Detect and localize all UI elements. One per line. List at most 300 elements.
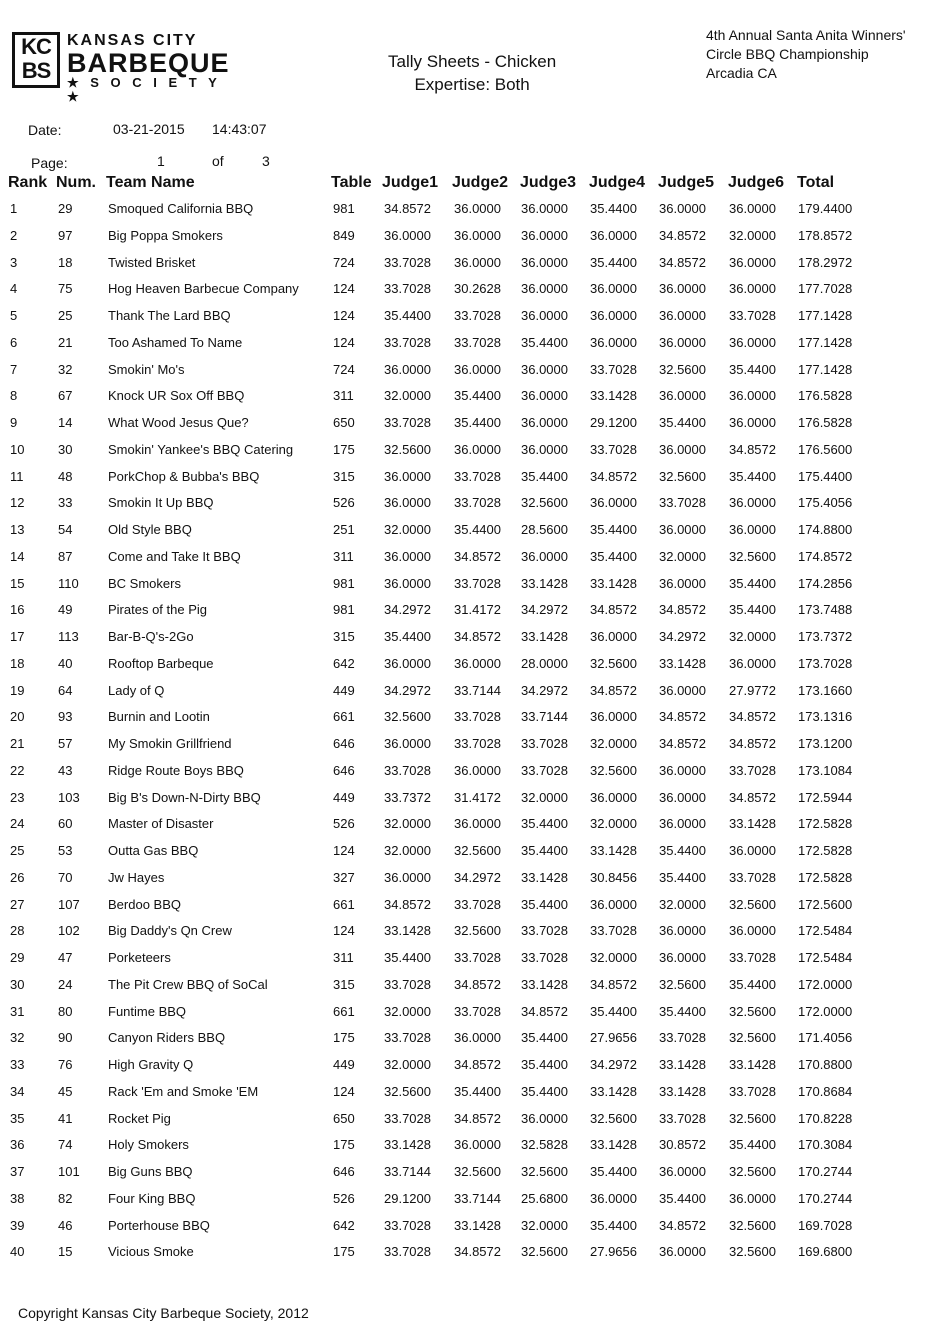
table-row (0, 972, 950, 999)
num-cell: 110 (58, 575, 79, 591)
judge4-cell: 33.7028 (590, 441, 637, 457)
judge3-cell: 35.4400 (521, 843, 568, 858)
results-table (0, 196, 950, 1266)
judge6-cell: 36.0000 (729, 388, 776, 404)
judge5-cell: 33.1428 (659, 1057, 706, 1072)
table-row (0, 357, 950, 384)
judge3-cell: 35.4400 (521, 1057, 568, 1072)
col-judge5: Judge5 (658, 174, 715, 191)
num-cell: 33 (58, 495, 73, 511)
total-cell: 169.7028 (798, 1217, 853, 1233)
table-cell: 646 (333, 736, 355, 751)
rank-cell: 6 (10, 334, 18, 350)
num-cell: 30 (58, 441, 73, 457)
judge6-cell: 33.1428 (729, 1057, 776, 1072)
team-name-cell: Twisted Brisket (108, 254, 196, 270)
rank-cell: 8 (10, 388, 18, 404)
judge6-cell: 32.5600 (729, 1217, 776, 1233)
num-cell: 57 (58, 736, 73, 751)
judge1-cell: 32.0000 (384, 1057, 431, 1072)
judge4-cell: 36.0000 (590, 896, 637, 912)
judge3-cell: 32.5600 (521, 495, 568, 511)
table-cell: 724 (333, 254, 355, 270)
total-cell: 171.4056 (798, 1030, 853, 1046)
table-row (0, 571, 950, 598)
rank-cell: 40 (10, 1244, 25, 1260)
judge3-cell: 34.8572 (521, 1003, 568, 1019)
judge6-cell: 34.8572 (729, 441, 776, 457)
table-row (0, 758, 950, 785)
rank-cell: 33 (10, 1057, 25, 1072)
rank-cell: 9 (10, 415, 18, 430)
total-cell: 174.8572 (798, 548, 853, 564)
judge5-cell: 32.5600 (659, 468, 706, 484)
total-cell: 173.1316 (798, 709, 853, 725)
judge2-cell: 33.7028 (454, 950, 501, 965)
judge6-cell: 34.8572 (729, 709, 776, 725)
logo-line3: ★ S O C I E T Y ★ (67, 75, 221, 104)
judge4-cell: 33.7028 (590, 361, 637, 377)
event-info (706, 26, 906, 83)
judge1-cell: 32.0000 (384, 816, 431, 832)
total-cell: 175.4056 (798, 495, 853, 511)
kcbs-logo-mark (12, 32, 60, 88)
judge6-cell: 33.1428 (729, 816, 776, 832)
judge2-cell: 33.7028 (454, 334, 501, 350)
team-name-cell: My Smokin Grillfriend (108, 736, 232, 751)
total-cell: 177.7028 (798, 281, 853, 297)
table-row (0, 544, 950, 571)
rank-cell: 21 (10, 736, 25, 751)
rank-cell: 35 (10, 1110, 25, 1126)
col-total: Total (797, 174, 835, 191)
judge2-cell: 33.7028 (454, 896, 501, 912)
rank-cell: 16 (10, 602, 25, 618)
team-name-cell: Thank The Lard BBQ (108, 308, 231, 323)
total-cell: 170.3084 (798, 1137, 853, 1153)
judge4-cell: 32.0000 (590, 950, 637, 965)
judge5-cell: 36.0000 (659, 575, 706, 591)
judge1-cell: 33.7028 (384, 976, 431, 992)
table-row (0, 678, 950, 705)
total-cell: 170.2744 (798, 1164, 853, 1179)
num-cell: 80 (58, 1003, 73, 1019)
judge1-cell: 32.5600 (384, 1083, 431, 1099)
num-cell: 15 (58, 1244, 73, 1260)
num-cell: 47 (58, 950, 73, 965)
table-row (0, 918, 950, 945)
total-cell: 177.1428 (798, 334, 853, 350)
total-cell: 172.5944 (798, 789, 853, 805)
judge6-cell: 36.0000 (729, 201, 776, 216)
table-row (0, 330, 950, 357)
table-row (0, 437, 950, 464)
num-cell: 29 (58, 201, 73, 216)
judge3-cell: 36.0000 (521, 1110, 568, 1126)
col-judge1: Judge1 (382, 174, 439, 191)
judge3-cell: 35.4400 (521, 1083, 568, 1099)
table-row (0, 464, 950, 491)
team-name-cell: Berdoo BBQ (108, 896, 181, 912)
rank-cell: 10 (10, 441, 25, 457)
table-row (0, 410, 950, 437)
judge3-cell: 33.7028 (521, 950, 568, 965)
judge3-cell: 36.0000 (521, 281, 568, 297)
table-header (0, 174, 950, 196)
judge3-cell: 36.0000 (521, 548, 568, 564)
judge3-cell: 36.0000 (521, 227, 568, 243)
col-rank: Rank (8, 174, 48, 191)
judge2-cell: 33.7144 (454, 1190, 501, 1206)
num-cell: 90 (58, 1030, 73, 1046)
team-name-cell: Rack 'Em and Smoke 'EM (108, 1083, 259, 1099)
judge2-cell: 36.0000 (454, 201, 501, 216)
team-name-cell: What Wood Jesus Que? (108, 415, 249, 430)
total-cell: 172.5828 (798, 816, 853, 832)
date-value: 03-21-2015 (113, 121, 185, 137)
judge2-cell: 34.8572 (454, 976, 501, 992)
judge6-cell: 32.5600 (729, 1244, 776, 1260)
judge1-cell: 33.7028 (384, 254, 431, 270)
rank-cell: 11 (10, 468, 24, 484)
judge3-cell: 36.0000 (521, 308, 568, 323)
judge3-cell: 35.4400 (521, 334, 568, 350)
judge2-cell: 33.7028 (454, 736, 501, 751)
table-cell: 661 (333, 709, 355, 725)
judge6-cell: 36.0000 (729, 655, 776, 671)
judge4-cell: 35.4400 (590, 1164, 637, 1179)
report-title-block (388, 50, 556, 96)
table-row (0, 651, 950, 678)
judge5-cell: 34.8572 (659, 227, 706, 243)
judge3-cell: 32.5828 (521, 1137, 568, 1153)
judge3-cell: 35.4400 (521, 896, 568, 912)
num-cell: 18 (58, 254, 73, 270)
table-cell: 642 (333, 655, 355, 671)
judge3-cell: 34.2972 (521, 682, 568, 698)
num-cell: 46 (58, 1217, 73, 1233)
judge4-cell: 35.4400 (590, 254, 637, 270)
judge2-cell: 31.4172 (454, 789, 501, 805)
judge1-cell: 34.8572 (384, 201, 431, 216)
team-name-cell: BC Smokers (108, 575, 181, 591)
judge5-cell: 36.0000 (659, 923, 706, 939)
total-cell: 178.8572 (798, 227, 853, 243)
judge2-cell: 33.7028 (454, 468, 501, 484)
table-row (0, 517, 950, 544)
rank-cell: 38 (10, 1190, 25, 1206)
judge1-cell: 33.7028 (384, 281, 431, 297)
table-row (0, 1186, 950, 1213)
judge5-cell: 36.0000 (659, 308, 706, 323)
judge6-cell: 34.8572 (729, 789, 776, 805)
total-cell: 172.5600 (798, 896, 853, 912)
judge5-cell: 34.8572 (659, 602, 706, 618)
num-cell: 97 (58, 227, 73, 243)
table-cell: 449 (333, 1057, 355, 1072)
judge5-cell: 36.0000 (659, 281, 706, 297)
judge3-cell: 32.0000 (521, 1217, 568, 1233)
judge1-cell: 33.7028 (384, 1110, 431, 1126)
judge4-cell: 33.7028 (590, 923, 637, 939)
judge3-cell: 33.1428 (521, 869, 568, 885)
judge3-cell: 32.5600 (521, 1244, 568, 1260)
judge3-cell: 33.7028 (521, 762, 568, 778)
num-cell: 54 (58, 522, 73, 537)
judge6-cell: 36.0000 (729, 281, 776, 297)
judge6-cell: 32.5600 (729, 1030, 776, 1046)
judge4-cell: 35.4400 (590, 1217, 637, 1233)
table-cell: 526 (333, 495, 355, 511)
num-cell: 70 (58, 869, 73, 885)
judge3-cell: 36.0000 (521, 388, 568, 404)
table-cell: 327 (333, 869, 355, 885)
team-name-cell: Lady of Q (108, 682, 165, 698)
judge3-cell: 28.0000 (521, 655, 568, 671)
date-label: Date: (28, 122, 62, 138)
judge4-cell: 35.4400 (590, 522, 637, 537)
table-row (0, 704, 950, 731)
judge1-cell: 33.7028 (384, 1030, 431, 1046)
judge2-cell: 32.5600 (454, 923, 501, 939)
judge4-cell: 34.8572 (590, 602, 637, 618)
judge3-cell: 32.0000 (521, 789, 568, 805)
judge3-cell: 35.4400 (521, 468, 568, 484)
judge4-cell: 35.4400 (590, 201, 637, 216)
table-row (0, 1052, 950, 1079)
team-name-cell: Smokin' Mo's (108, 361, 185, 377)
table-cell: 981 (333, 602, 355, 618)
total-cell: 173.1200 (798, 736, 853, 751)
judge4-cell: 34.8572 (590, 976, 637, 992)
col-judge3: Judge3 (520, 174, 577, 191)
total-cell: 175.4400 (798, 468, 853, 484)
event-line2: Circle BBQ Championship (706, 46, 869, 62)
judge1-cell: 36.0000 (384, 361, 431, 377)
total-cell: 174.2856 (798, 575, 853, 591)
rank-cell: 4 (10, 281, 18, 297)
judge1-cell: 33.7372 (384, 789, 431, 805)
judge5-cell: 32.5600 (659, 361, 706, 377)
team-name-cell: The Pit Crew BBQ of SoCal (108, 976, 268, 992)
rank-cell: 32 (10, 1030, 25, 1046)
table-cell: 315 (333, 976, 355, 992)
table-row (0, 490, 950, 517)
num-cell: 107 (58, 896, 80, 912)
table-cell: 175 (333, 1137, 355, 1153)
total-cell: 177.1428 (798, 361, 853, 377)
table-row (0, 276, 950, 303)
table-cell: 124 (333, 1083, 355, 1099)
judge6-cell: 32.0000 (729, 227, 776, 243)
judge5-cell: 35.4400 (659, 869, 706, 885)
judge1-cell: 36.0000 (384, 655, 431, 671)
num-cell: 25 (58, 308, 73, 323)
table-row (0, 624, 950, 651)
judge1-cell: 35.4400 (384, 308, 431, 323)
time-value: 14:43:07 (212, 121, 267, 137)
judge5-cell: 35.4400 (659, 1003, 706, 1019)
rank-cell: 20 (10, 709, 25, 725)
num-cell: 64 (58, 682, 73, 698)
judge5-cell: 34.8572 (659, 709, 706, 725)
judge6-cell: 33.7028 (729, 1083, 776, 1099)
judge6-cell: 32.5600 (729, 1164, 776, 1179)
judge2-cell: 36.0000 (454, 441, 501, 457)
team-name-cell: Funtime BBQ (108, 1003, 187, 1019)
judge5-cell: 33.7028 (659, 1030, 706, 1046)
judge3-cell: 34.2972 (521, 602, 568, 618)
team-name-cell: Porterhouse BBQ (108, 1217, 210, 1233)
table-cell: 661 (333, 1003, 355, 1019)
judge6-cell: 34.8572 (729, 736, 776, 751)
rank-cell: 25 (10, 843, 25, 858)
judge5-cell: 36.0000 (659, 816, 706, 832)
judge2-cell: 30.2628 (454, 281, 501, 297)
rank-cell: 7 (10, 361, 18, 377)
judge6-cell: 33.7028 (729, 869, 776, 885)
judge4-cell: 32.5600 (590, 655, 637, 671)
team-name-cell: Big Daddy's Qn Crew (108, 923, 232, 939)
judge6-cell: 36.0000 (729, 334, 776, 350)
table-cell: 124 (333, 281, 355, 297)
judge4-cell: 36.0000 (590, 629, 637, 644)
num-cell: 14 (58, 415, 73, 430)
num-cell: 102 (58, 923, 80, 939)
judge5-cell: 36.0000 (659, 1164, 706, 1179)
judge6-cell: 35.4400 (729, 976, 776, 992)
table-row (0, 1213, 950, 1240)
judge6-cell: 27.9772 (729, 682, 776, 698)
total-cell: 172.5828 (798, 843, 853, 858)
judge2-cell: 35.4400 (454, 415, 501, 430)
team-name-cell: Outta Gas BBQ (108, 843, 199, 858)
rank-cell: 3 (10, 254, 18, 270)
judge2-cell: 34.8572 (454, 548, 501, 564)
team-name-cell: Bar-B-Q's-2Go (108, 629, 194, 644)
judge6-cell: 36.0000 (729, 843, 776, 858)
judge4-cell: 35.4400 (590, 1003, 637, 1019)
num-cell: 74 (58, 1137, 73, 1153)
judge1-cell: 32.5600 (384, 709, 431, 725)
table-cell: 311 (333, 548, 354, 564)
judge1-cell: 36.0000 (384, 736, 431, 751)
logo-mark-line2: BS (21, 58, 51, 83)
table-cell: 124 (333, 843, 355, 858)
judge6-cell: 36.0000 (729, 254, 776, 270)
judge4-cell: 36.0000 (590, 334, 637, 350)
judge5-cell: 34.2972 (659, 629, 706, 644)
team-name-cell: Canyon Riders BBQ (108, 1030, 226, 1046)
judge2-cell: 36.0000 (454, 227, 501, 243)
judge3-cell: 36.0000 (521, 254, 568, 270)
judge5-cell: 36.0000 (659, 762, 706, 778)
table-cell: 175 (333, 1030, 355, 1046)
team-name-cell: Come and Take It BBQ (108, 548, 241, 564)
table-cell: 642 (333, 1217, 355, 1233)
total-cell: 170.8228 (798, 1110, 853, 1126)
team-name-cell: Big Guns BBQ (108, 1164, 193, 1179)
table-cell: 981 (333, 201, 355, 216)
table-row (0, 196, 950, 223)
judge4-cell: 30.8456 (590, 869, 637, 885)
team-name-cell: Smokin' Yankee's BBQ Catering (108, 441, 294, 457)
total-cell: 173.7488 (798, 602, 853, 618)
judge3-cell: 33.1428 (521, 629, 568, 644)
team-name-cell: Jw Hayes (108, 869, 165, 885)
team-name-cell: Old Style BBQ (108, 522, 192, 537)
logo-mark-line1: KC (21, 34, 51, 59)
judge1-cell: 36.0000 (384, 548, 431, 564)
table-row (0, 383, 950, 410)
judge5-cell: 36.0000 (659, 334, 706, 350)
table-cell: 315 (333, 468, 355, 484)
judge1-cell: 33.7028 (384, 415, 431, 430)
table-row (0, 1025, 950, 1052)
team-name-cell: Smoqued California BBQ (108, 201, 254, 216)
judge3-cell: 36.0000 (521, 415, 568, 430)
rank-cell: 31 (10, 1003, 25, 1019)
judge4-cell: 34.8572 (590, 682, 637, 698)
total-cell: 170.2744 (798, 1190, 853, 1206)
judge1-cell: 34.2972 (384, 682, 431, 698)
rank-cell: 12 (10, 495, 25, 511)
table-cell: 526 (333, 816, 355, 832)
num-cell: 32 (58, 361, 73, 377)
judge1-cell: 33.7028 (384, 1244, 431, 1260)
team-name-cell: Pirates of the Pig (108, 602, 207, 618)
team-name-cell: Big Poppa Smokers (108, 227, 223, 243)
judge5-cell: 35.4400 (659, 1190, 706, 1206)
judge2-cell: 36.0000 (454, 655, 501, 671)
judge1-cell: 36.0000 (384, 495, 431, 511)
judge6-cell: 36.0000 (729, 1190, 776, 1206)
rank-cell: 13 (10, 522, 25, 537)
col-num: Num. (56, 174, 96, 191)
judge1-cell: 32.5600 (384, 441, 431, 457)
rank-cell: 30 (10, 976, 25, 992)
num-cell: 49 (58, 602, 73, 618)
table-row (0, 892, 950, 919)
judge3-cell: 28.5600 (521, 522, 568, 537)
judge5-cell: 33.7028 (659, 495, 706, 511)
table-cell: 449 (333, 789, 355, 805)
num-cell: 53 (58, 843, 73, 858)
judge4-cell: 32.5600 (590, 762, 637, 778)
total-cell: 178.2972 (798, 254, 853, 270)
judge4-cell: 34.2972 (590, 1057, 637, 1072)
table-cell: 175 (333, 1244, 355, 1260)
table-row (0, 223, 950, 250)
team-name-cell: Burnin and Lootin (108, 709, 210, 725)
judge6-cell: 32.0000 (729, 629, 776, 644)
num-cell: 40 (58, 655, 73, 671)
judge3-cell: 25.6800 (521, 1190, 568, 1206)
num-cell: 45 (58, 1083, 73, 1099)
report-title: Tally Sheets - Chicken (388, 52, 557, 71)
judge4-cell: 34.8572 (590, 468, 637, 484)
col-table: Table (331, 174, 372, 191)
num-cell: 93 (58, 709, 73, 725)
judge5-cell: 33.1428 (659, 1083, 706, 1099)
judge3-cell: 32.5600 (521, 1164, 568, 1179)
judge2-cell: 33.7028 (454, 308, 501, 323)
judge1-cell: 33.1428 (384, 923, 431, 939)
total-cell: 176.5600 (798, 441, 853, 457)
page-count: 3 (262, 153, 270, 169)
rank-cell: 1 (10, 201, 18, 216)
judge4-cell: 36.0000 (590, 495, 637, 511)
